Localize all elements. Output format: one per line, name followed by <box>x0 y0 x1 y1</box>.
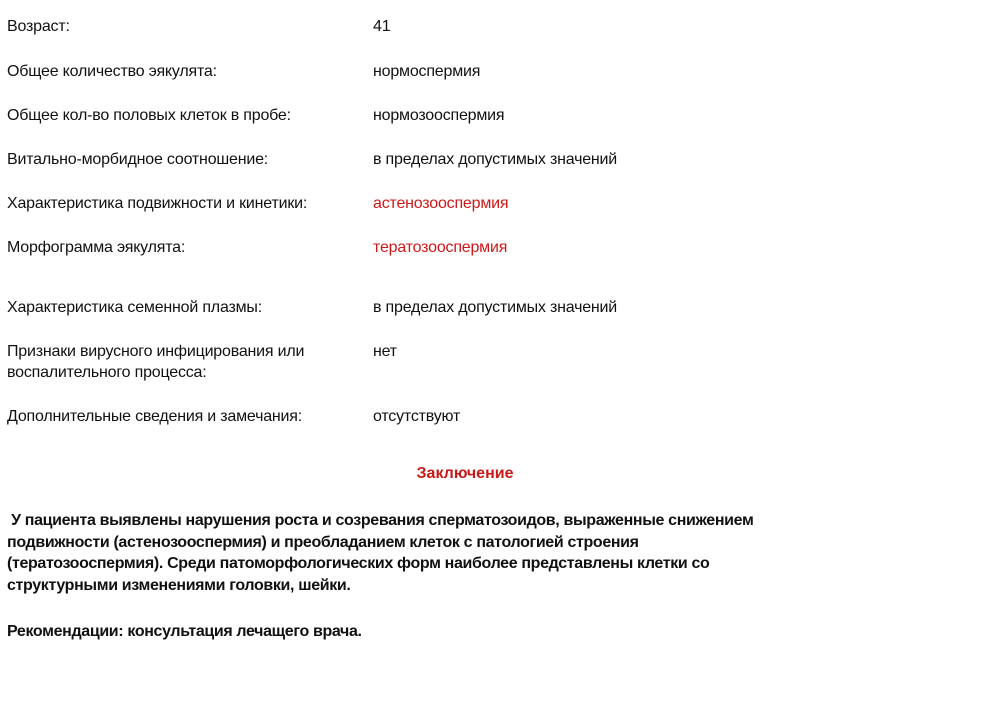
field-value: в пределах допустимых значений <box>373 151 618 168</box>
field-value: 41 <box>373 18 391 35</box>
conclusion-line: (тератозооспермия). Среди патоморфологических форм наиболее представлены клетки со <box>7 555 710 572</box>
field-value: нормозооспермия <box>373 107 505 124</box>
field-label: Витально-морбидное соотношение: <box>7 151 269 168</box>
field-label: Дополнительные сведения и замечания: <box>7 408 302 425</box>
field-label: Общее количество эякулята: <box>7 63 217 80</box>
field-value: нормоспермия <box>373 63 481 80</box>
field-label: Возраст: <box>7 18 70 35</box>
field-label: Общее кол-во половых клеток в пробе: <box>7 107 291 124</box>
conclusion-line: подвижности (астенозооспермия) и преобладанием клеток с патологией строения <box>7 533 639 551</box>
field-label: Характеристика семенной плазмы: <box>7 299 262 316</box>
field-value-abnormal: астенозооспермия <box>373 195 509 212</box>
field-value: отсутствуют <box>373 408 461 425</box>
recommendation: Рекомендации: консультация лечащего врача. <box>7 623 362 640</box>
field-value: нет <box>373 343 397 360</box>
field-value: в пределах допустимых значений <box>373 299 618 316</box>
field-label: Характеристика подвижности и кинетики: <box>7 195 308 212</box>
conclusion-title: Заключение <box>416 465 514 482</box>
field-label: Признаки вирусного инфицирования или воспалительного процесса: <box>7 343 305 381</box>
field-label: Морфограмма эякулята: <box>7 239 186 256</box>
conclusion-line: У пациента выявлены нарушения роста и созревания сперматозоидов, выраженные снижением <box>7 512 754 529</box>
conclusion-text <box>7 510 753 596</box>
field-value-abnormal: тератозооспермия <box>373 239 508 256</box>
conclusion-line: структурными изменениями головки, шейки. <box>7 576 351 594</box>
